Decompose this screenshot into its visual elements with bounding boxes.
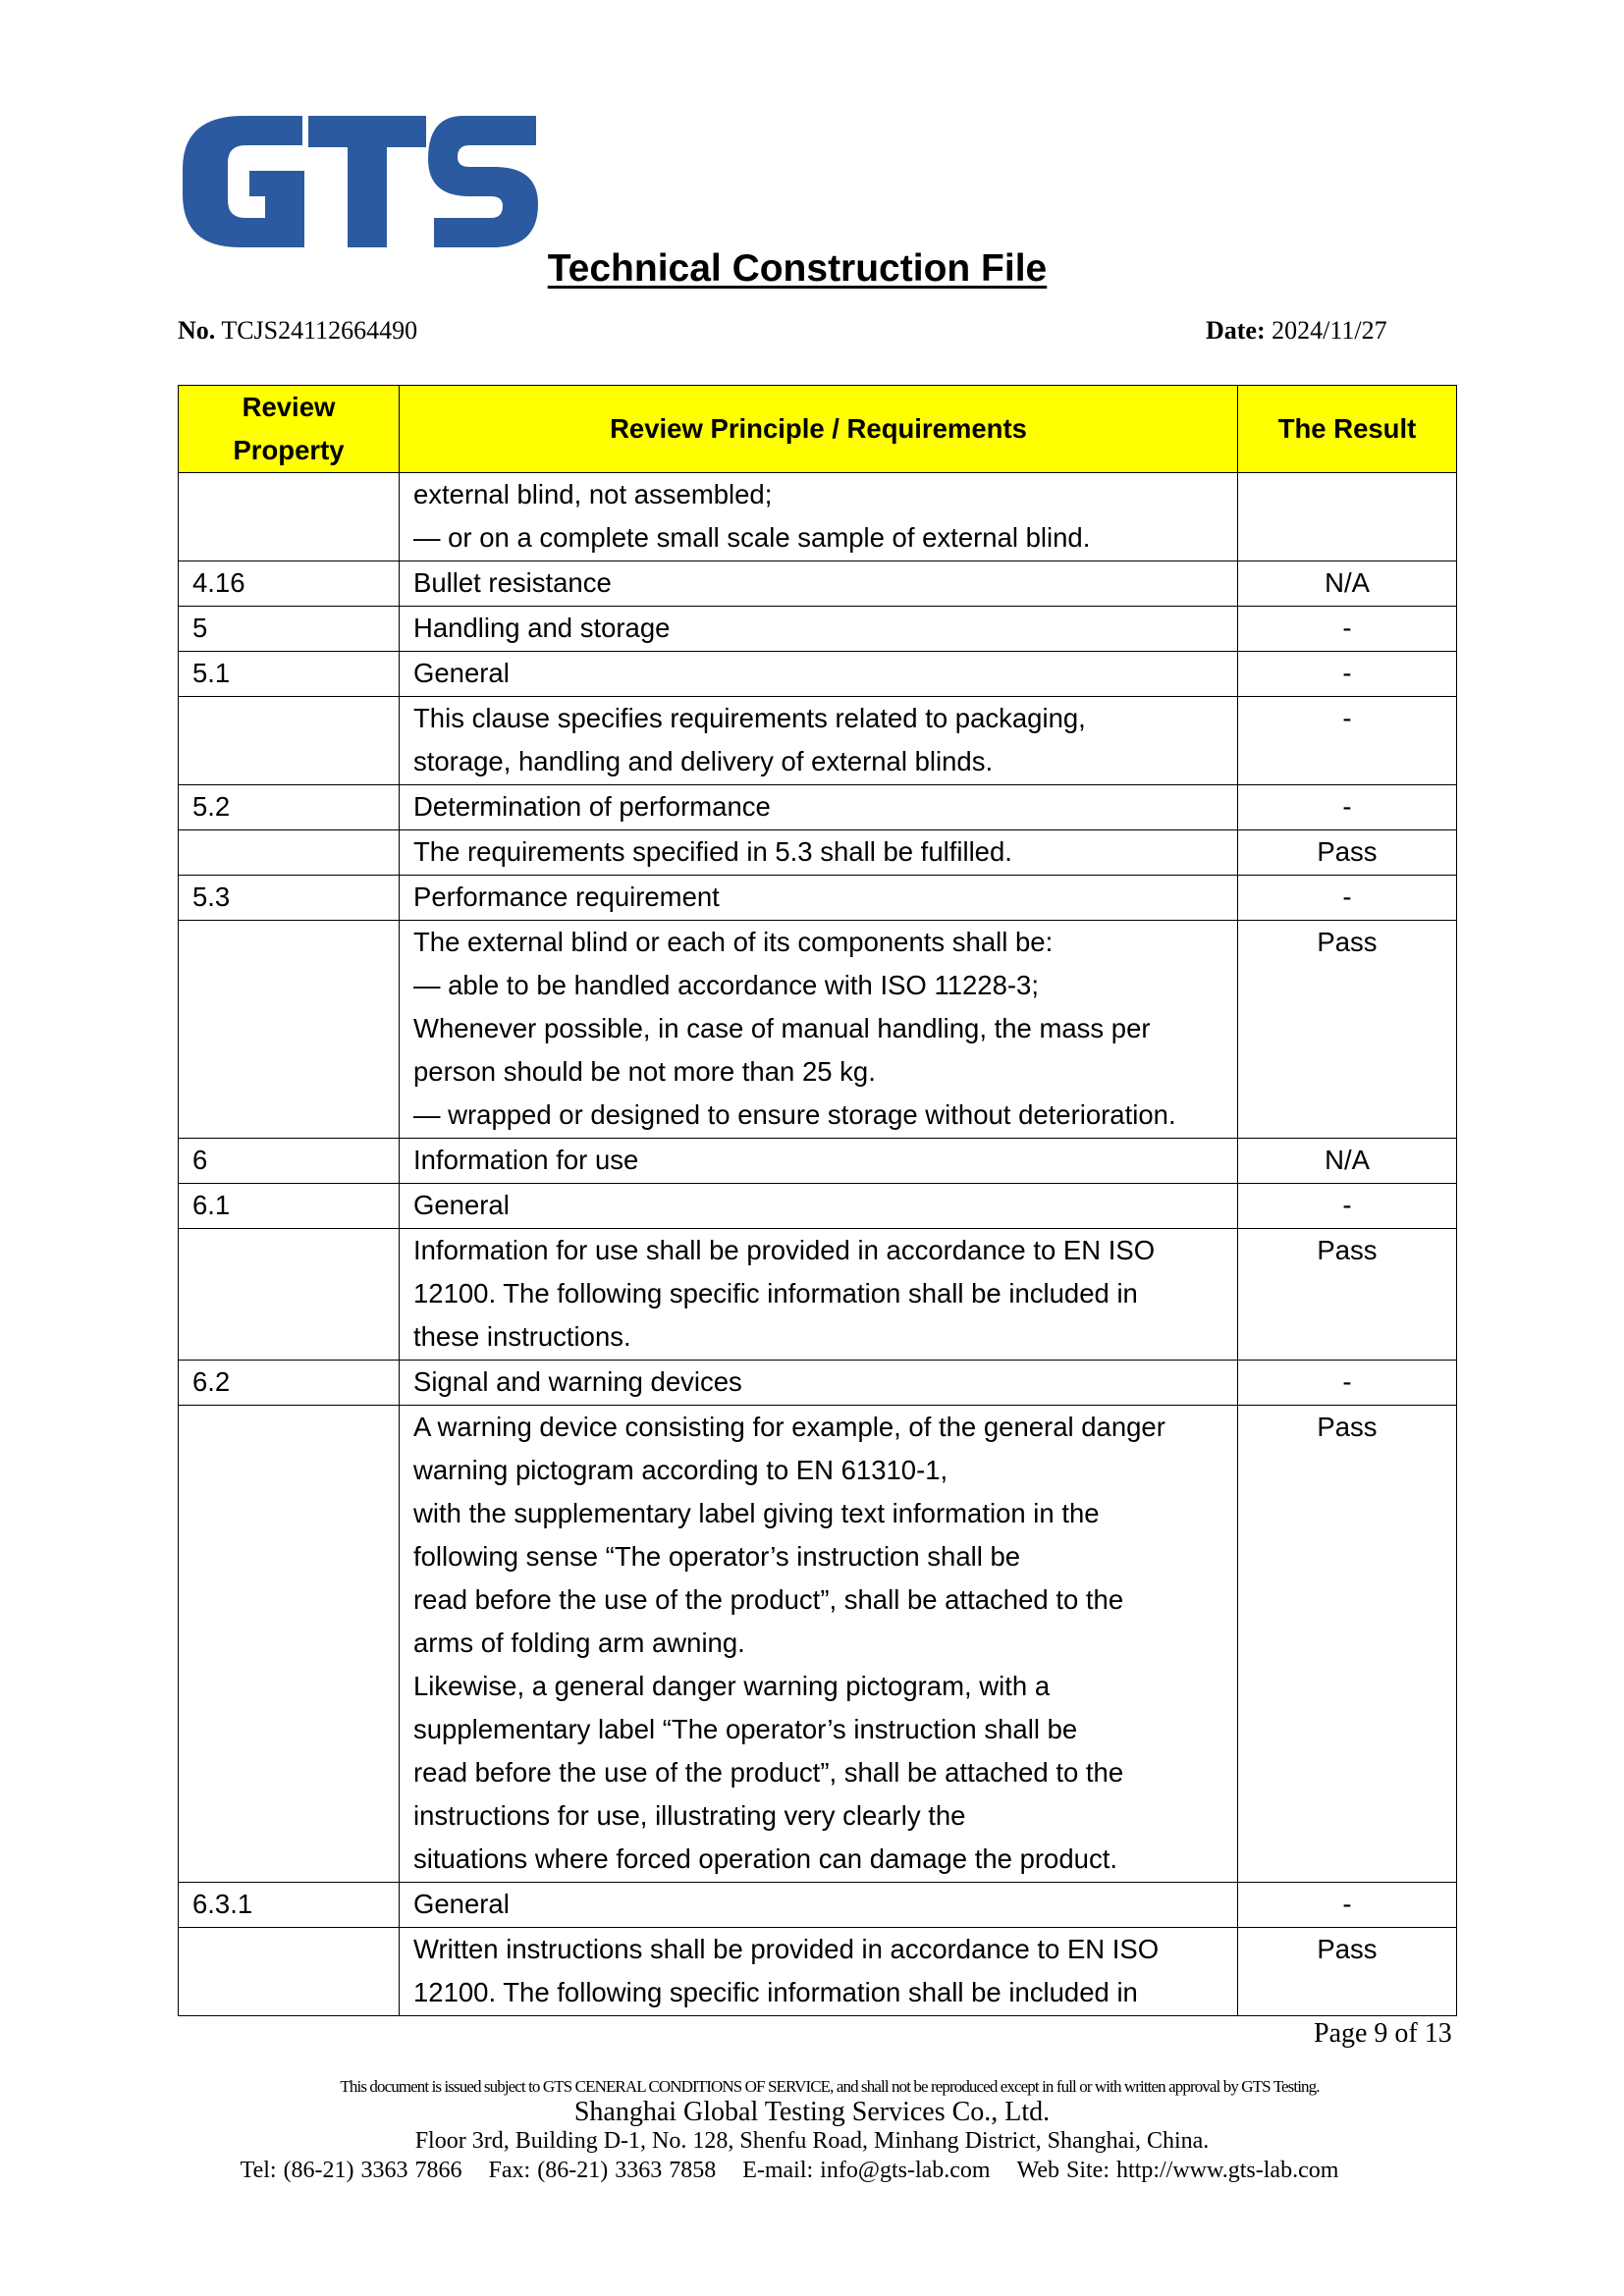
table-body xyxy=(179,473,1457,2016)
table-row xyxy=(179,1883,1457,1928)
review-table xyxy=(178,385,1457,2016)
requirement-line: external blind, not assembled; xyxy=(413,479,773,509)
requirement-line: General xyxy=(413,1889,510,1919)
result-cell: N/A xyxy=(1238,561,1457,607)
requirement-line: supplementary label “The operator’s instruction shall be xyxy=(413,1714,1078,1744)
document-number xyxy=(178,316,417,353)
requirement-line: read before the use of the product”, shall be attached to the xyxy=(413,1757,1124,1788)
requirements-cell xyxy=(400,1361,1238,1406)
requirement-line: General xyxy=(413,1190,510,1220)
review-property-cell xyxy=(179,473,400,561)
result-cell: - xyxy=(1238,1361,1457,1406)
footer-address: Floor 3rd, Building D-1, No. 128, Shenfu Road, Minhang District, Shanghai, China. xyxy=(414,2128,1210,2154)
footer-tel: Tel: (86-21) 3363 7866 xyxy=(240,2158,462,2183)
review-property-cell: 6.1 xyxy=(179,1184,400,1229)
result-cell: - xyxy=(1238,876,1457,921)
requirement-line: Handling and storage xyxy=(413,613,671,643)
requirement-line: A warning device consisting for example, of the general danger xyxy=(413,1412,1165,1442)
document-date-value: 2024/11/27 xyxy=(1272,316,1387,345)
requirement-line: read before the use of the product”, shall be attached to the xyxy=(413,1584,1124,1615)
requirements-cell xyxy=(400,876,1238,921)
requirements-cell xyxy=(400,473,1238,561)
review-property-cell: 4.16 xyxy=(179,561,400,607)
table-row xyxy=(179,1184,1457,1229)
result-cell: - xyxy=(1238,1184,1457,1229)
requirement-line: The requirements specified in 5.3 shall be fulfilled. xyxy=(413,836,1012,867)
column-header-review-property xyxy=(179,386,400,473)
footer-company: Shanghai Global Testing Services Co., Ltd. xyxy=(573,2097,1051,2127)
table-row xyxy=(179,876,1457,921)
table-header-row xyxy=(179,386,1457,473)
document-number-value: TCJS24112664490 xyxy=(221,316,418,345)
requirement-line: Written instructions shall be provided in accordance to EN ISO xyxy=(413,1934,1160,1964)
review-property-cell: 5.2 xyxy=(179,785,400,830)
requirement-line: The external blind or each of its components shall be: xyxy=(413,927,1054,957)
requirement-line: Information for use xyxy=(413,1145,639,1175)
requirement-line: warning pictogram according to EN 61310-1, xyxy=(413,1455,948,1485)
requirement-line: Bullet resistance xyxy=(413,567,612,598)
review-property-cell: 5.1 xyxy=(179,652,400,697)
footer-fax: Fax: (86-21) 3363 7858 xyxy=(488,2158,717,2183)
requirements-cell xyxy=(400,1928,1238,2016)
requirement-line: Performance requirement xyxy=(413,881,720,912)
page-number: Page 9 of 13 xyxy=(1314,2018,1452,2049)
document-number-label: No. xyxy=(178,316,216,345)
requirement-line: Whenever possible, in case of manual handling, the mass per xyxy=(413,1013,1151,1043)
requirement-line: arms of folding arm awning. xyxy=(413,1628,745,1658)
requirements-cell xyxy=(400,785,1238,830)
review-property-cell: 5.3 xyxy=(179,876,400,921)
footer-contact xyxy=(0,2158,1579,2184)
footer-disclaimer: This document is issued subject to GTS CENERAL CONDITIONS OF SERVICE, and shall not be reproduced except in full or with written approval by GTS Testing. xyxy=(340,2077,1320,2096)
requirement-line: person should be not more than 25 kg. xyxy=(413,1056,876,1087)
result-cell: Pass xyxy=(1238,1406,1457,1883)
requirement-line: Signal and warning devices xyxy=(413,1366,742,1397)
requirement-line: General xyxy=(413,658,510,688)
requirement-line: with the supplementary label giving text information in the xyxy=(413,1498,1100,1528)
table-row xyxy=(179,785,1457,830)
table-row xyxy=(179,1361,1457,1406)
table-row xyxy=(179,1229,1457,1361)
requirement-line: 12100. The following specific information shall be included in xyxy=(413,1278,1138,1308)
requirement-line: these instructions. xyxy=(413,1321,631,1352)
column-header-line: Property xyxy=(233,435,345,465)
result-cell: - xyxy=(1238,652,1457,697)
requirements-cell xyxy=(400,697,1238,785)
table-row xyxy=(179,1139,1457,1184)
review-property-cell: 6.2 xyxy=(179,1361,400,1406)
review-property-cell: 6.3.1 xyxy=(179,1883,400,1928)
requirement-line: storage, handling and delivery of external blinds. xyxy=(413,746,994,776)
requirement-line: — or on a complete small scale sample of external blind. xyxy=(413,522,1091,553)
column-header-result: The Result xyxy=(1238,386,1457,473)
requirements-cell xyxy=(400,830,1238,876)
requirements-cell xyxy=(400,561,1238,607)
column-header-requirements: Review Principle / Requirements xyxy=(400,386,1238,473)
requirement-line: Likewise, a general danger warning pictogram, with a xyxy=(413,1671,1051,1701)
table-row xyxy=(179,473,1457,561)
result-cell: - xyxy=(1238,697,1457,785)
requirements-cell xyxy=(400,607,1238,652)
requirement-line: This clause specifies requirements related to packaging, xyxy=(413,703,1086,733)
requirement-line: Information for use shall be provided in accordance to EN ISO xyxy=(413,1235,1156,1265)
result-cell: Pass xyxy=(1238,1928,1457,2016)
requirements-cell xyxy=(400,1139,1238,1184)
result-cell: Pass xyxy=(1238,921,1457,1139)
result-cell: Pass xyxy=(1238,1229,1457,1361)
column-header-line: Review xyxy=(242,392,336,422)
document-date xyxy=(1206,316,1387,353)
result-cell: N/A xyxy=(1238,1139,1457,1184)
requirements-cell xyxy=(400,1184,1238,1229)
requirements-cell xyxy=(400,1406,1238,1883)
table-row xyxy=(179,1406,1457,1883)
requirement-line: Determination of performance xyxy=(413,791,771,822)
review-property-cell xyxy=(179,1928,400,2016)
table-row xyxy=(179,652,1457,697)
requirements-cell xyxy=(400,1883,1238,1928)
table-row xyxy=(179,697,1457,785)
review-property-cell xyxy=(179,921,400,1139)
review-property-cell xyxy=(179,697,400,785)
document-date-label: Date: xyxy=(1206,316,1266,345)
result-cell: - xyxy=(1238,1883,1457,1928)
requirements-cell xyxy=(400,1229,1238,1361)
footer-web: Web Site: http://www.gts-lab.com xyxy=(1016,2158,1339,2183)
requirement-line: situations where forced operation can damage the product. xyxy=(413,1843,1117,1874)
requirement-line: following sense “The operator’s instruction shall be xyxy=(413,1541,1021,1572)
result-cell: - xyxy=(1238,607,1457,652)
review-property-cell: 5 xyxy=(179,607,400,652)
footer-email: E-mail: info@gts-lab.com xyxy=(742,2158,991,2183)
table-row xyxy=(179,561,1457,607)
review-property-cell: 6 xyxy=(179,1139,400,1184)
table-row xyxy=(179,830,1457,876)
requirement-line: instructions for use, illustrating very clearly the xyxy=(413,1800,966,1831)
table-row xyxy=(179,921,1457,1139)
page-title: Technical Construction File xyxy=(547,247,1048,290)
requirements-cell xyxy=(400,652,1238,697)
table-row xyxy=(179,1928,1457,2016)
result-cell xyxy=(1238,473,1457,561)
review-property-cell xyxy=(179,1229,400,1361)
review-property-cell xyxy=(179,830,400,876)
result-cell: Pass xyxy=(1238,830,1457,876)
gts-logo xyxy=(183,116,538,247)
review-property-cell xyxy=(179,1406,400,1883)
table-row xyxy=(179,607,1457,652)
requirement-line: 12100. The following specific information shall be included in xyxy=(413,1977,1138,2007)
requirements-cell xyxy=(400,921,1238,1139)
requirement-line: — able to be handled accordance with ISO 11228-3; xyxy=(413,970,1039,1000)
result-cell: - xyxy=(1238,785,1457,830)
requirement-line: — wrapped or designed to ensure storage without deterioration. xyxy=(413,1099,1176,1130)
